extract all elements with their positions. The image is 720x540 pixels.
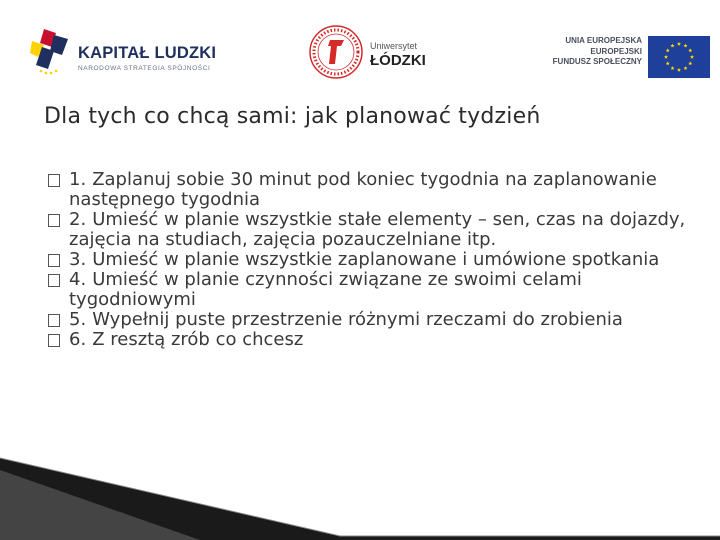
bottom-decoration [0, 440, 720, 540]
item-text: Zaplanuj sobie 30 minut pod koniec tygodnia na zaplanowanie następnego tygodnia [69, 169, 657, 210]
steps-list [48, 170, 688, 350]
checkbox-bullet-icon [48, 174, 60, 187]
list-item [48, 330, 688, 350]
eu-text [553, 36, 642, 68]
kapital-ludzki-star-icon [30, 27, 70, 75]
checkbox-bullet-icon [48, 254, 60, 267]
item-text: Umieść w planie wszystkie stałe elementy – sen, czas na dojazdy, zajęcia na studiach, zajęcia pozauczelniane itp. [69, 209, 686, 250]
kapital-ludzki-subtitle: NARODOWA STRATEGIA SPÓJNOŚCI [78, 65, 211, 72]
item-number: 3. [69, 249, 87, 270]
item-text: Z resztą zrób co chcesz [92, 329, 304, 350]
eu-text-line3: FUNDUSZ SPOŁECZNY [552, 57, 642, 66]
university-name-line2: ŁÓDZKI [370, 52, 426, 69]
kapital-ludzki-logo [30, 27, 217, 83]
list-item [48, 170, 688, 210]
item-text: Umieść w planie czynności związane ze swoimi celami tygodniowymi [69, 269, 582, 310]
eu-text-line2: EUROPEJSKI [590, 46, 642, 56]
uniwersytet-lodzki-logo [308, 24, 433, 80]
eu-text-line1: UNIA EUROPEJSKA [565, 36, 642, 45]
checkbox-bullet-icon [48, 314, 60, 327]
university-name-line1: Uniwersytet [370, 41, 418, 51]
item-text: Wypełnij puste przestrzenie różnymi rzeczami do zrobienia [92, 309, 623, 330]
list-item [48, 270, 688, 310]
logo-header [0, 0, 720, 100]
list-item [48, 310, 688, 330]
checkbox-bullet-icon [48, 214, 60, 227]
kapital-ludzki-title: KAPITAŁ LUDZKI [78, 44, 217, 62]
item-number: 1. [69, 169, 87, 190]
item-number: 2. [69, 209, 87, 230]
eu-flag-icon [648, 36, 710, 78]
list-item [48, 210, 688, 250]
item-number: 5. [69, 309, 87, 330]
item-number: 6. [69, 329, 87, 350]
checkbox-bullet-icon [48, 274, 60, 287]
eu-logo [548, 36, 710, 76]
item-number: 4. [69, 269, 87, 290]
item-text: Umieść w planie wszystkie zaplanowane i umówione spotkania [92, 249, 660, 270]
slide-title: Dla tych co chcą sami: jak planować tydzień [44, 104, 541, 129]
list-item [48, 250, 688, 270]
university-seal-icon [308, 24, 364, 80]
checkbox-bullet-icon [48, 334, 60, 347]
